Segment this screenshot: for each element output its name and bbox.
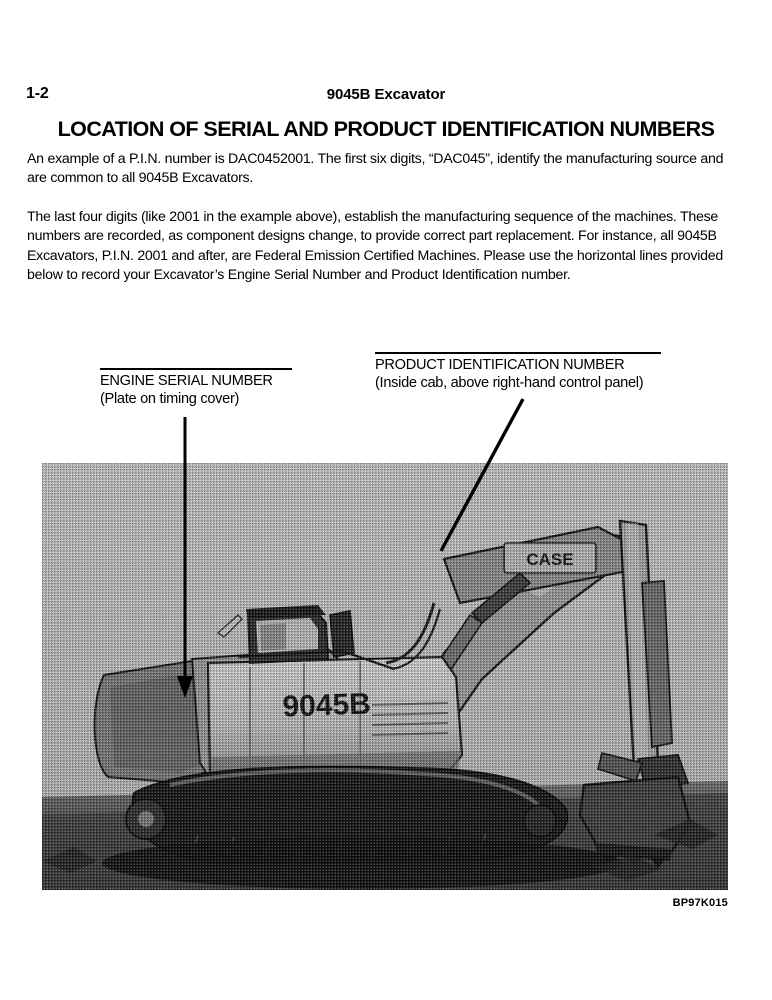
callout-pin-title: PRODUCT IDENTIFICATION NUMBER <box>375 357 625 373</box>
callout-pin-subtitle: (Inside cab, above right-hand control panel) <box>375 375 644 391</box>
excavator-photo-illustration <box>42 463 728 890</box>
running-header-title: 9045B Excavator <box>326 86 446 103</box>
page-number: 1-2 <box>26 85 49 102</box>
section-heading: LOCATION OF SERIAL AND PRODUCT IDENTIFICATION NUMBERS <box>57 117 715 141</box>
paragraph-pin-example: An example of a P.I.N. number is DAC0452001. The first six digits, “DAC045”, identify the manufacturing source and are common to all 9045B Excavators. <box>27 151 724 187</box>
callout-engine-title: ENGINE SERIAL NUMBER <box>100 373 273 389</box>
callout-rule-engine <box>100 368 292 370</box>
figure-code: BP97K015 <box>672 897 728 909</box>
callout-product-identification-number <box>375 352 661 393</box>
paragraph-pin-sequence: The last four digits (like 2001 in the example above), establish the manufacturing sequence of the machines. These numbers are recorded, as component designs change, to provide correct part replacement. For instance, all 9045B Excavators, P.I.N. 2001 and after, are Federal Emission Certified Machines. Please use the horizontal lines provided below to record your Excavator’s Engine Serial Number and Product Identification number. <box>27 209 723 284</box>
callout-rule-pin <box>375 352 661 354</box>
callout-engine-serial-number <box>100 368 292 409</box>
callout-engine-subtitle: (Plate on timing cover) <box>100 391 240 407</box>
figure-photo-excavator <box>42 463 728 890</box>
